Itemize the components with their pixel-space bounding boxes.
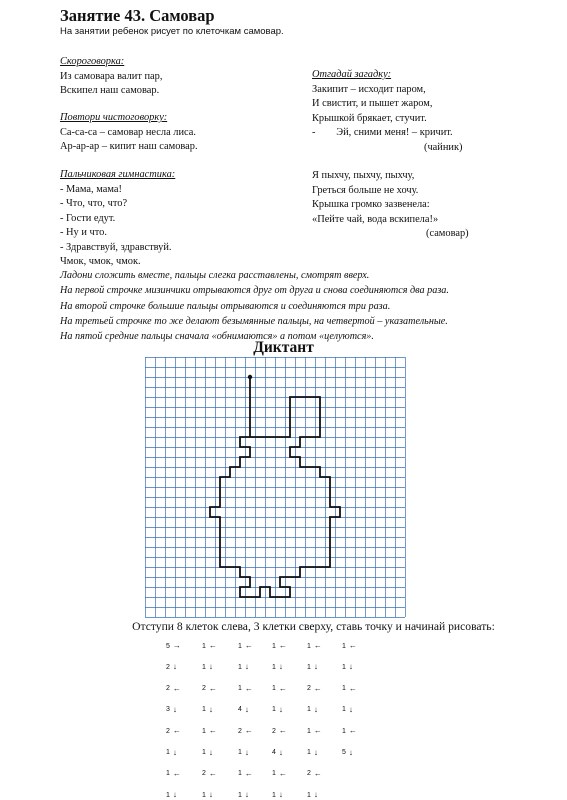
dictation-step (202, 684, 217, 694)
dictation-step (342, 705, 353, 715)
text-line: - Мама, мама! (60, 183, 122, 195)
step-arrow-icon: ↓ (208, 790, 213, 800)
text-line: - Здравствуй, здравствуй. (60, 241, 172, 253)
dictation-step (342, 684, 357, 694)
step-count: 1 (342, 727, 346, 735)
step-arrow-icon: ↓ (244, 790, 249, 800)
step-count: 1 (238, 770, 242, 778)
step-count: 1 (202, 663, 206, 671)
dictation-step (307, 769, 322, 779)
step-count: 2 (166, 663, 170, 671)
step-count: 1 (307, 727, 311, 735)
finger-gymnastics-block (60, 168, 175, 270)
step-count: 1 (342, 685, 346, 693)
dictation-step (342, 748, 353, 758)
poem-block (312, 169, 469, 242)
dictation-step (238, 684, 253, 694)
step-count: 4 (272, 749, 276, 756)
samovar-drawing (210, 377, 340, 597)
text-line: Чмок, чмок, чмок. (60, 256, 141, 267)
step-arrow-icon: ← (313, 683, 322, 693)
dictation-step (272, 769, 287, 779)
step-arrow-icon: ← (172, 726, 181, 736)
dictation-step (166, 790, 177, 800)
text-line: Крышкой брякает, стучит. (312, 112, 427, 124)
dictation-step (202, 705, 213, 715)
riddle-heading: Отгадай загадку: (312, 69, 392, 80)
text-line: Из самовара валит пар, (60, 70, 163, 82)
instruction-line: На второй строчке большие пальцы отрываются и соединяются три раза. (60, 300, 391, 312)
step-arrow-icon: ← (313, 726, 322, 736)
step-count: 3 (166, 706, 170, 714)
dictation-step (238, 662, 249, 672)
step-count: 1 (238, 685, 242, 693)
riddle-answer: (чайник) (424, 141, 463, 153)
dictation-step (307, 662, 318, 672)
step-arrow-icon: ← (244, 768, 253, 778)
dictation-step (272, 662, 283, 672)
step-arrow-icon: ← (172, 768, 181, 778)
step-count: 1 (342, 642, 346, 650)
dictation-step (166, 726, 181, 736)
tongue-twister-block (60, 55, 162, 99)
text-line: Греться больше не хочу. (312, 184, 419, 196)
dictation-step (238, 705, 249, 715)
instruction-line: На пятой средние пальцы сначала «обнимаются» а потом «целуются». (60, 331, 374, 343)
step-count: 5 (166, 642, 170, 650)
step-count: 1 (307, 706, 311, 714)
dictation-step (166, 641, 181, 651)
step-arrow-icon: ↓ (172, 662, 177, 672)
finger-gymnastics-heading: Пальчиковая гимнастика: (60, 169, 176, 180)
step-arrow-icon: ← (348, 641, 357, 650)
dictation-step (272, 790, 283, 800)
step-arrow-icon: ↓ (208, 747, 213, 757)
step-count: 1 (202, 642, 206, 650)
step-count: 2 (166, 685, 170, 693)
dictation-step (202, 726, 217, 736)
page-subtitle: На занятии ребенок рисует по клеточкам самовар. (60, 26, 284, 37)
dictation-step (202, 662, 213, 672)
step-arrow-icon: ← (208, 726, 217, 736)
step-count: 1 (307, 663, 311, 671)
dictation-step (202, 748, 213, 758)
step-arrow-icon: ← (208, 768, 217, 778)
step-count: 1 (202, 791, 206, 799)
step-arrow-icon: ↓ (313, 704, 318, 714)
text-line: Закипит – исходит паром, (312, 83, 426, 95)
step-count: 1 (238, 663, 242, 671)
dictation-step (166, 769, 181, 779)
step-count: 1 (202, 749, 206, 756)
dictation-step (307, 790, 318, 800)
text-line: Крышка громко зазвенела: (312, 199, 430, 210)
step-arrow-icon: → (172, 641, 181, 650)
riddle-block (312, 68, 463, 155)
step-arrow-icon: ↓ (313, 747, 318, 757)
step-count: 1 (272, 770, 276, 778)
dictation-step (307, 684, 322, 694)
step-count: 2 (166, 727, 170, 735)
step-arrow-icon: ← (278, 641, 287, 650)
step-arrow-icon: ← (208, 641, 217, 650)
start-point (248, 375, 252, 379)
text-line: Я пыхчу, пыхчу, пыхчу, (312, 170, 415, 181)
dictation-step (202, 641, 217, 651)
patter-block (60, 111, 198, 155)
dictation-step (238, 769, 253, 779)
step-arrow-icon: ← (313, 641, 322, 650)
step-count: 2 (202, 770, 206, 778)
step-count: 2 (202, 685, 206, 693)
step-count: 2 (307, 770, 311, 778)
step-arrow-icon: ← (278, 768, 287, 778)
dictation-step (166, 684, 181, 694)
text-line: Са-са-са – самовар несла лиса. (60, 126, 196, 138)
step-arrow-icon: ↓ (244, 704, 249, 714)
step-count: 2 (307, 685, 311, 693)
dictation-step (238, 748, 249, 758)
step-count: 4 (238, 706, 242, 714)
step-arrow-icon: ↓ (172, 704, 177, 714)
step-arrow-icon: ↓ (348, 662, 353, 672)
step-count: 1 (307, 642, 311, 650)
step-arrow-icon: ↓ (208, 704, 213, 714)
step-arrow-icon: ↓ (244, 747, 249, 757)
grid-lines (145, 357, 406, 618)
step-count: 1 (272, 791, 276, 799)
step-arrow-icon: ↓ (313, 662, 318, 672)
text-line: И свистит, и пышет жаром, (312, 98, 433, 109)
instruction-line: Ладони сложить вместе, пальцы слегка расставлены, смотрят вверх. (60, 270, 370, 281)
step-arrow-icon: ↓ (348, 747, 353, 757)
dictation-step (342, 641, 357, 651)
dictation-step (307, 641, 322, 651)
step-arrow-icon: ↓ (313, 790, 318, 800)
dictation-step (342, 726, 357, 736)
dictation-heading: Диктант (253, 339, 314, 356)
step-count: 1 (272, 642, 276, 650)
step-count: 1 (166, 749, 170, 756)
step-arrow-icon: ↓ (278, 790, 283, 800)
step-arrow-icon: ← (208, 683, 217, 693)
step-count: 1 (166, 770, 170, 778)
dictation-step (272, 748, 283, 758)
step-arrow-icon: ← (313, 768, 322, 778)
text-line: - Ну и что. (60, 227, 107, 238)
dictation-step (307, 705, 318, 715)
step-arrow-icon: ↓ (172, 747, 177, 757)
step-count: 1 (166, 791, 170, 799)
step-arrow-icon: ↓ (208, 662, 213, 672)
dictation-step (272, 705, 283, 715)
step-arrow-icon: ↓ (244, 662, 249, 672)
step-count: 1 (238, 749, 242, 756)
step-count: 2 (272, 727, 276, 735)
dictation-step (307, 726, 322, 736)
instruction-line: На первой строчке мизинчики отрываются друг от друга и снова соединяются два раза. (60, 285, 449, 297)
start-instruction: Отступи 8 клеток слева, 3 клетки сверху, ставь точку и начинай рисовать: (132, 620, 495, 633)
step-arrow-icon: ← (278, 683, 287, 693)
poem-answer: (самовар) (426, 228, 469, 239)
dictation-step (272, 684, 287, 694)
text-line: Ар-ар-ар – кипит наш самовар. (60, 141, 198, 152)
step-arrow-icon: ↓ (278, 704, 283, 714)
dictation-step (307, 748, 318, 758)
instruction-line: На третьей строчке то же делают безымянные пальцы, на четвертой – указательные. (60, 315, 448, 327)
step-arrow-icon: ← (348, 683, 357, 693)
step-count: 1 (202, 727, 206, 735)
patter-heading: Повтори чистоговорку: (60, 112, 168, 123)
step-arrow-icon: ← (278, 726, 287, 736)
dictation-step (342, 662, 353, 672)
step-arrow-icon: ↓ (278, 747, 283, 757)
step-count: 1 (307, 791, 311, 799)
dictation-step (272, 641, 287, 651)
gymnastics-instructions (60, 268, 449, 344)
dictation-step (238, 726, 253, 736)
text-line: Вскипел наш самовар. (60, 85, 160, 96)
step-arrow-icon: ← (348, 726, 357, 736)
dictation-step (166, 748, 177, 758)
step-arrow-icon: ↓ (172, 790, 177, 800)
dictation-step (202, 790, 213, 800)
step-count: 1 (272, 706, 276, 714)
step-count: 1 (272, 685, 276, 693)
step-arrow-icon: ↓ (348, 704, 353, 714)
step-count: 5 (342, 749, 346, 756)
tongue-twister-heading: Скороговорка: (60, 56, 125, 67)
dictation-step (166, 705, 177, 715)
dictation-step (238, 790, 249, 800)
graph-paper-grid (145, 357, 407, 619)
step-arrow-icon: ← (244, 641, 253, 650)
step-count: 2 (238, 727, 242, 735)
text-line: - Что, что, что? (60, 198, 128, 209)
step-arrow-icon: ↓ (278, 662, 283, 672)
step-arrow-icon: ← (244, 683, 253, 693)
text-line: - Эй, сними меня! – кричит. (312, 127, 453, 138)
step-count: 1 (238, 791, 242, 799)
step-arrow-icon: ← (172, 683, 181, 693)
step-count: 1 (342, 663, 346, 671)
text-line: - Гости едут. (60, 212, 116, 224)
step-count: 1 (307, 749, 311, 756)
dictation-step (238, 641, 253, 651)
dictation-step (166, 662, 177, 672)
step-arrow-icon: ← (244, 726, 253, 736)
step-count: 1 (202, 706, 206, 714)
text-line: «Пейте чай, вода вскипела!» (312, 213, 439, 225)
page-title: Занятие 43. Самовар (60, 6, 215, 25)
step-count: 1 (272, 663, 276, 671)
step-count: 1 (238, 642, 242, 650)
dictation-step (272, 726, 287, 736)
step-count: 1 (342, 706, 346, 714)
dictation-step (202, 769, 217, 779)
